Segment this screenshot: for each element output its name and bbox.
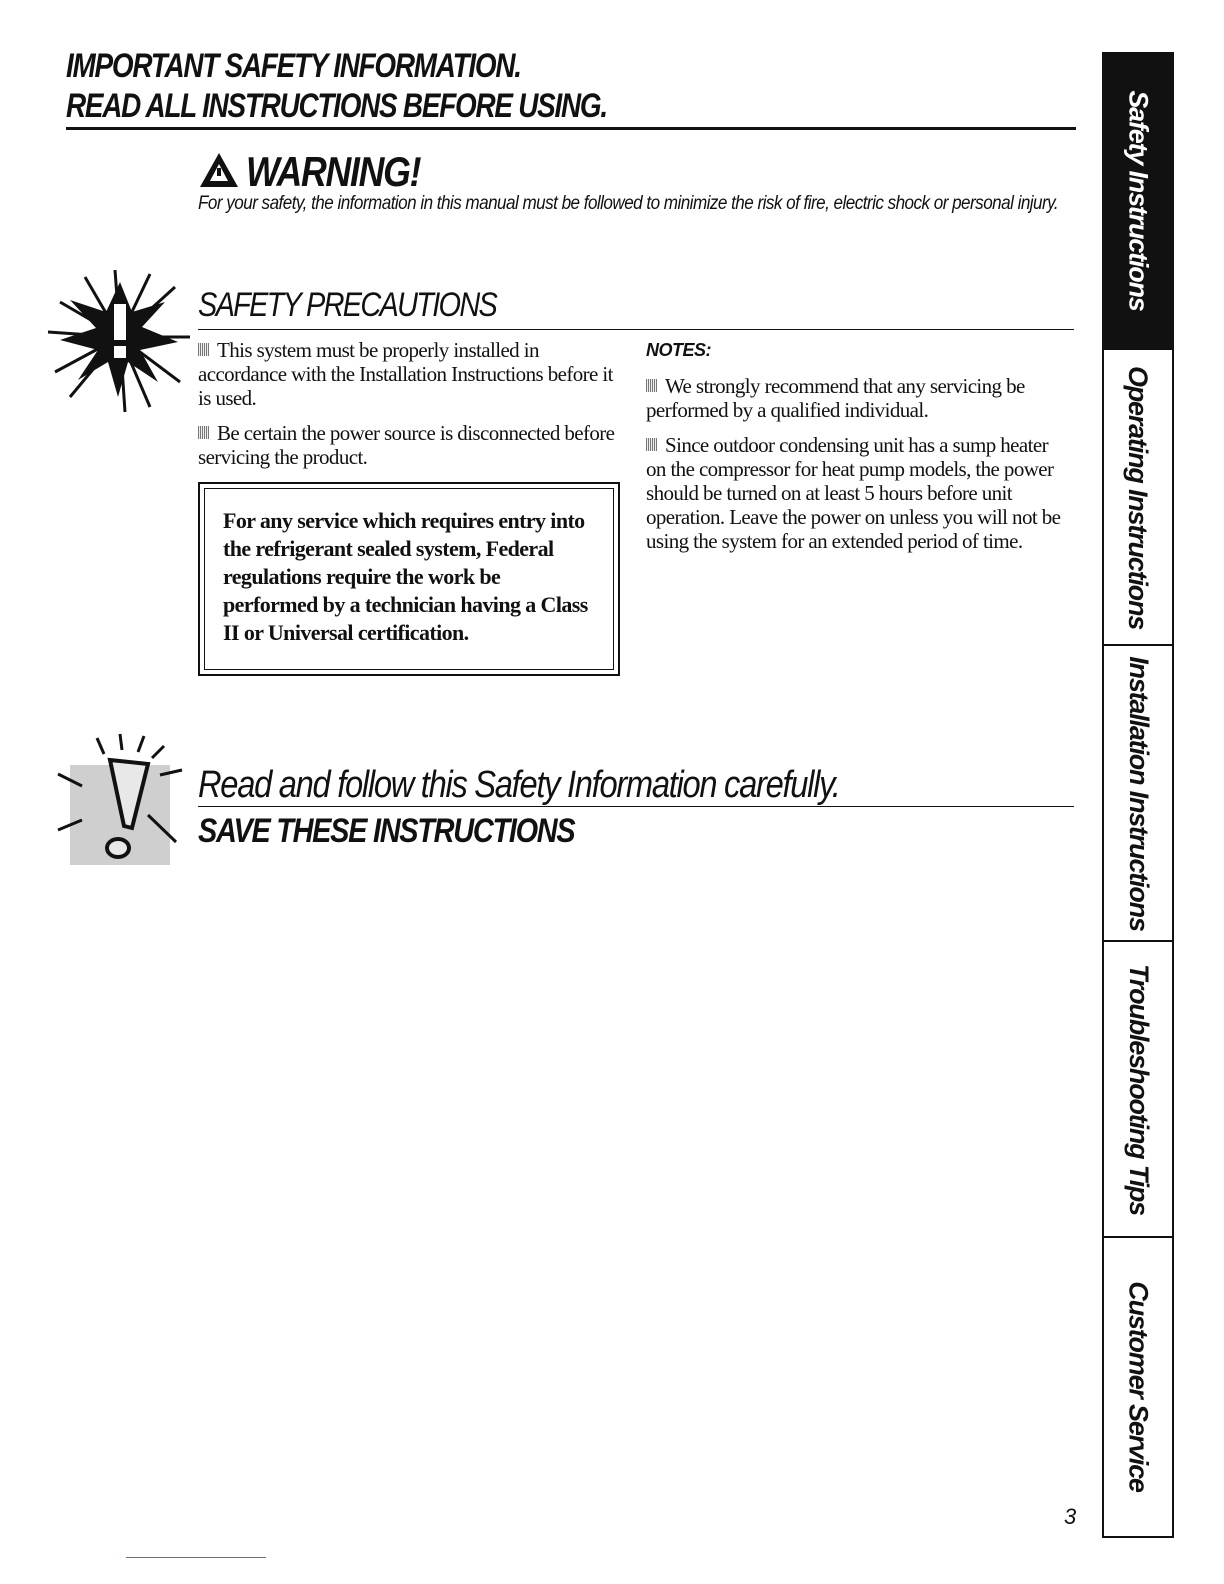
warning-triangle-icon	[198, 150, 240, 190]
bullet-square-icon	[646, 379, 657, 392]
note-bullet-1: We strongly recommend that any servicing be performed by a qualified individual.	[646, 374, 1025, 422]
section-rule	[198, 329, 1074, 330]
header-rule	[66, 127, 1076, 130]
bullet-square-icon	[646, 438, 657, 451]
starburst-exclamation-icon	[40, 262, 200, 422]
page-number: 3	[1064, 1504, 1077, 1529]
note-bullet-2: Since outdoor condensing unit has a sump heater on the compressor for heat pump models, the power should be turned on at least 5 hours before unit operation. Leave the power on unless you will not be using the system for an extended period of time.	[646, 433, 1061, 553]
precaution-bullet-2: Be certain the power source is disconnected before servicing the product.	[198, 421, 615, 469]
bullet-square-icon	[198, 343, 209, 356]
tab-installation-instructions[interactable]: Installation Instructions	[1104, 646, 1172, 942]
header-line-2: READ ALL INSTRUCTIONS BEFORE USING.	[66, 87, 607, 125]
save-instructions-line: SAVE THESE INSTRUCTIONS	[198, 812, 575, 850]
refrigerant-notice-text: For any service which requires entry into the refrigerant sealed system, Federal regulations require the work be performed by a technician having a Class II or Universal certification.	[204, 488, 614, 670]
precaution-bullet-1: This system must be properly installed in accordance with the Installation Instructions before it is used.	[198, 338, 613, 410]
header-line-1: IMPORTANT SAFETY INFORMATION.	[66, 47, 521, 85]
read-follow-line: Read and follow this Safety Information carefully.	[198, 764, 840, 806]
exclamation-callout-icon	[52, 730, 192, 870]
notes-title: NOTES:	[646, 340, 712, 360]
refrigerant-notice-box	[198, 482, 620, 676]
tab-safety-instructions[interactable]: Safety Instructions	[1104, 52, 1172, 350]
tab-customer-service[interactable]: Customer Service	[1123, 1280, 1154, 1492]
callout-rule	[198, 806, 1074, 807]
section-tabs	[1102, 52, 1174, 1538]
bullet-square-icon	[198, 426, 209, 439]
safety-precautions-title: SAFETY PRECAUTIONS	[198, 286, 497, 324]
tab-troubleshooting-tips[interactable]: Troubleshooting Tips	[1104, 942, 1172, 1238]
warning-text: For your safety, the information in this manual must be followed to minimize the risk of fire, electric shock or personal injury.	[198, 193, 1059, 214]
footer-divider	[126, 1557, 266, 1558]
warning-title: WARNING!	[246, 148, 421, 195]
tab-operating-instructions[interactable]: Operating Instructions	[1104, 350, 1172, 646]
